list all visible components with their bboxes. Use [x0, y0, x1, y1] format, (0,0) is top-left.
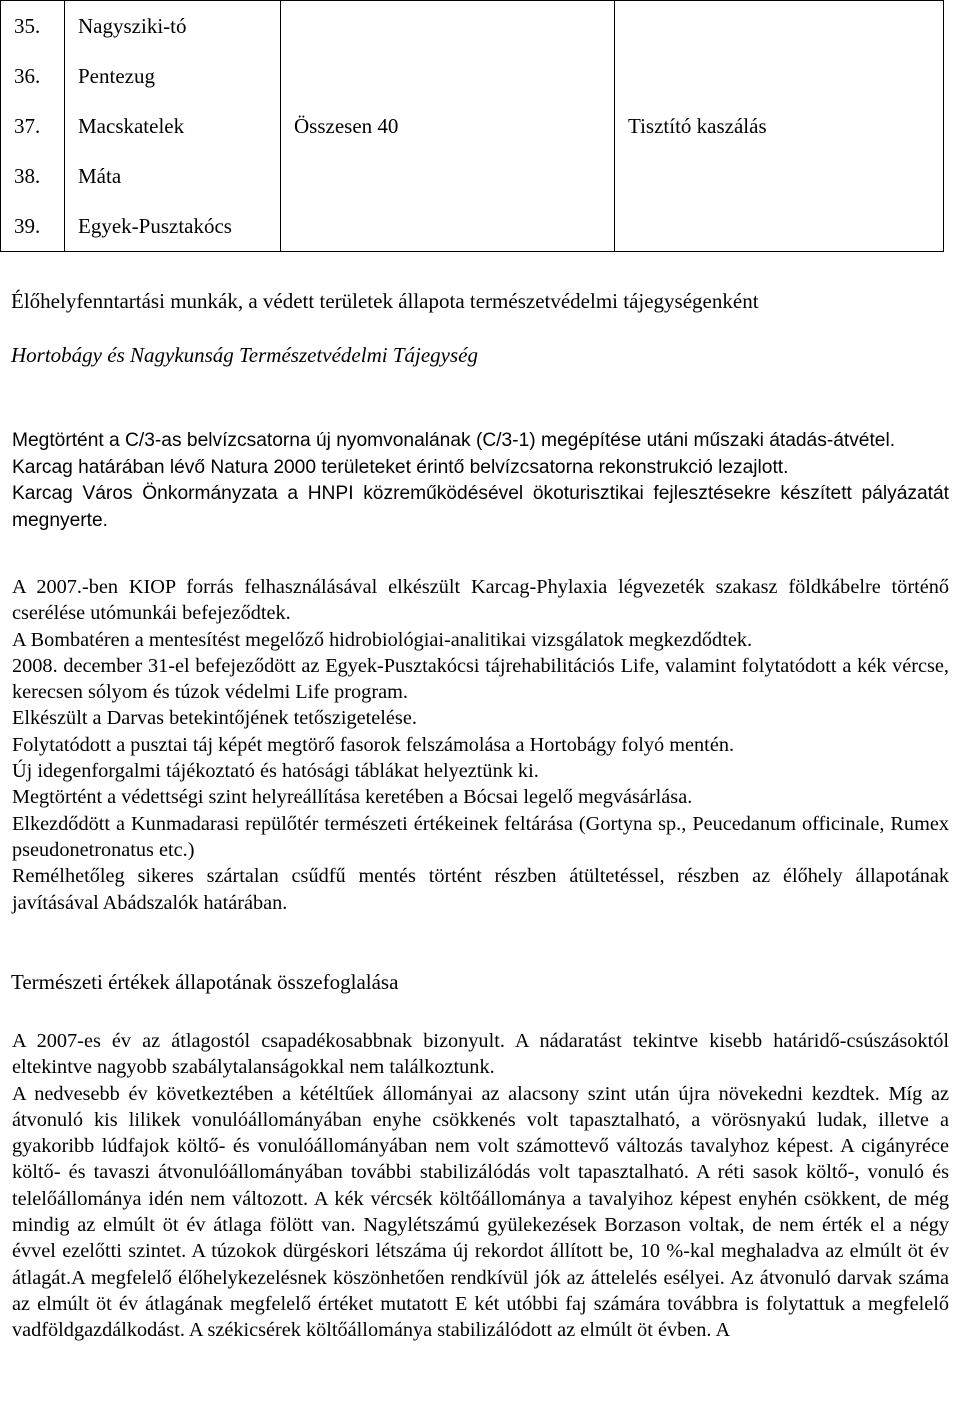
treatment-type: Tisztító kaszálás	[615, 101, 944, 151]
paragraph: Remélhetőleg sikeres szártalan csűdfű mentés történt részben átültetéssel, részben az élőhely állapotának javításával Abádszalók határában.	[12, 865, 949, 914]
table-row	[1, 101, 944, 151]
summary-paragraph-block	[12, 1028, 949, 1344]
site-table	[0, 0, 944, 252]
serif-paragraph-block	[12, 574, 949, 916]
treatment-type	[615, 201, 944, 252]
treatment-type	[615, 1, 944, 52]
paragraph: Karcag határában lévő Natura 2000 területeket érintő belvízcsatorna rekonstrukció lezajlott.	[12, 456, 789, 478]
paragraph: A Bombatéren a mentesítést megelőző hidrobiológiai-analitikai vizsgálatok megkezdődtek.	[12, 628, 753, 651]
area-total	[281, 151, 615, 201]
table-row	[1, 151, 944, 201]
row-number: 37.	[1, 101, 65, 151]
table-row	[1, 51, 944, 101]
table-row	[1, 201, 944, 252]
row-number: 38.	[1, 151, 65, 201]
area-total	[281, 1, 615, 52]
section-subheading: Hortobágy és Nagykunság Természetvédelmi Tájegység	[11, 343, 478, 367]
row-number: 36.	[1, 51, 65, 101]
paragraph: Karcag Város Önkormányzata a HNPI közreműködésével ökoturisztikai fejlesztésekre készített pályázatát megnyerte.	[12, 483, 949, 531]
site-name: Pentezug	[65, 51, 281, 101]
area-total: Összesen 40	[281, 101, 615, 151]
row-number: 35.	[1, 1, 65, 52]
row-number: 39.	[1, 201, 65, 252]
paragraph: A 2007.-ben KIOP forrás felhasználásával elkészült Karcag-Phylaxia légvezeték szakasz földkábelre történő cserélése utómunkái befejeződtek.	[12, 576, 949, 625]
site-name: Nagysziki-tó	[65, 1, 281, 52]
area-total	[281, 201, 615, 252]
site-name: Egyek-Pusztakócs	[65, 201, 281, 252]
paragraph: 2008. december 31-el befejeződött az Egyek-Pusztakócsi tájrehabilitációs Life, valamint folytatódott a kék vércse, kerecsen sólyom és túzok védelmi Life program.	[12, 654, 949, 704]
site-name: Macskatelek	[65, 101, 281, 151]
paragraph: Elkészült a Darvas betekintőjének tetőszigetelése.	[12, 707, 417, 730]
area-total	[281, 51, 615, 101]
treatment-type	[615, 51, 944, 101]
section-heading: Élőhelyfenntartási munkák, a védett területek állapota természetvédelmi tájegységenként	[11, 289, 759, 313]
paragraph: A nedvesebb év következtében a kétéltűek állományai az alacsony szint után újra növekedni kezdtek. Míg az átvonuló kis lilikek vonulóállományában enyhe csökkenés volt tapasztalható, a vörösnyakú ludak, illetve a gyakoribb lúdfajok költő- és vonulóállományában nem volt számottevő változás tavalyhoz képest. A cigányréce költő- és tavaszi átvonulóállományában további stabilizálódás volt tapasztalható. A réti sasok költő-, vonuló és telelőállománya idén nem változott. A kék vércsék költőállománya a tavalyihoz képest enyhén csökkent, de még mindig az elmúlt öt év átlaga fölött van. Nagylétszámú gyülekezések Borzason voltak, de nem érték el a négy évvel ezelőtti szintet. A túzokok dürgéskori létszáma új rekordot állított be, 10 %-kal meghaladva az elmúlt öt év átlagát.A megfelelő élőhelykezelésnek köszönhetően rendkívül jók az áttelelés esélyei. Az átvonuló darvak száma az elmúlt öt év átlagának megfelelő értéket mutatott E két utóbbi faj számára továbbra is folytattuk a megfelelő vadföldgazdálkodást. A székicsérek költőállománya stabilizálódott az elmúlt öt évben. A	[12, 1082, 949, 1342]
section-heading-2: Természeti értékek állapotának összefoglalása	[11, 970, 399, 994]
paragraph: Új idegenforgalmi tájékoztató és hatósági táblákat helyeztünk ki.	[12, 760, 539, 783]
table-row	[1, 1, 944, 52]
treatment-type	[615, 151, 944, 201]
paragraph: Folytatódott a pusztai táj képét megtörő fasorok felszámolása a Hortobágy folyó mentén.	[12, 733, 735, 756]
paragraph: Megtörtént a védettségi szint helyreállítása keretében a Bócsai legelő megvásárlása.	[12, 786, 693, 809]
paragraph: A 2007-es év az átlagostól csapadékosabbnak bizonyult. A nádaratást tekintve kisebb határidő-csúszásoktól eltekintve nagyobb szabálytalanságokkal nem találkoztunk.	[12, 1030, 949, 1079]
paragraph: Elkezdődött a Kunmadarasi repülőtér természeti értékeinek feltárása (Gortyna sp., Peucedanum officinale, Rumex pseudonetronatus etc.)	[12, 812, 949, 861]
sans-paragraph-block	[12, 428, 949, 534]
paragraph: Megtörtént a C/3-as belvízcsatorna új nyomvonalának (C/3-1) megépítése utáni műszaki átadás-átvétel.	[12, 430, 896, 451]
site-name: Máta	[65, 151, 281, 201]
